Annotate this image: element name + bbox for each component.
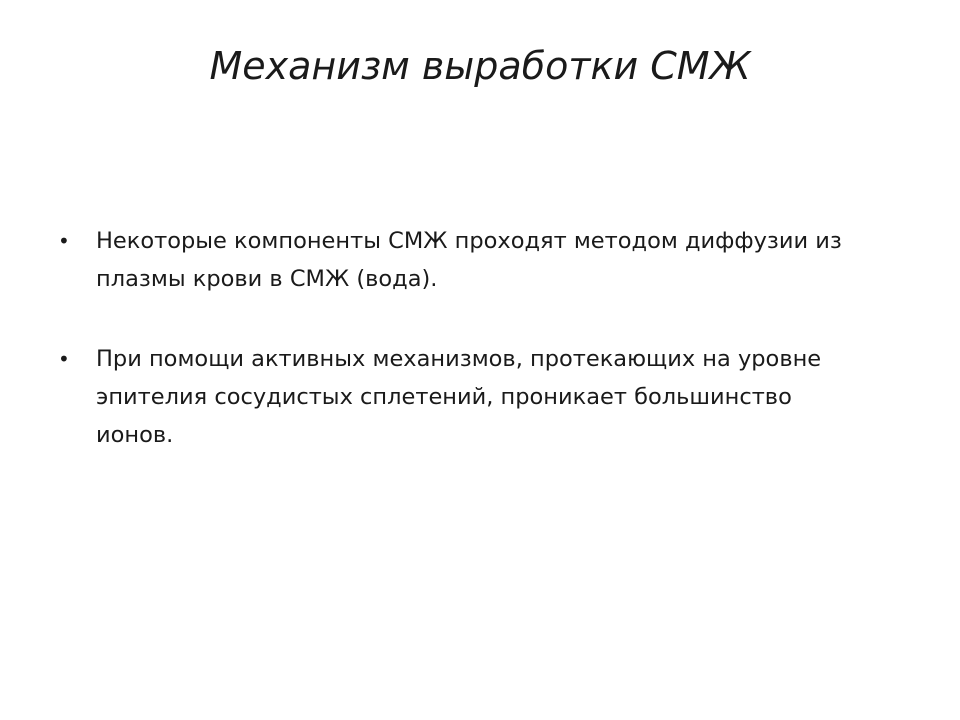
slide-title: Механизм выработки СМЖ bbox=[209, 44, 751, 88]
bullet-icon: • bbox=[58, 229, 70, 253]
list-item bbox=[58, 340, 858, 454]
list-item bbox=[58, 222, 858, 298]
bullet-text: Некоторые компоненты СМЖ проходят методом диффузии из плазмы крови в СМЖ (вода). bbox=[96, 228, 842, 292]
bullet-text: При помощи активных механизмов, протекающих на уровне эпителия сосудистых сплетений, проникает большинство ионов. bbox=[96, 346, 822, 448]
bullet-list bbox=[58, 222, 858, 496]
bullet-icon: • bbox=[58, 347, 70, 371]
